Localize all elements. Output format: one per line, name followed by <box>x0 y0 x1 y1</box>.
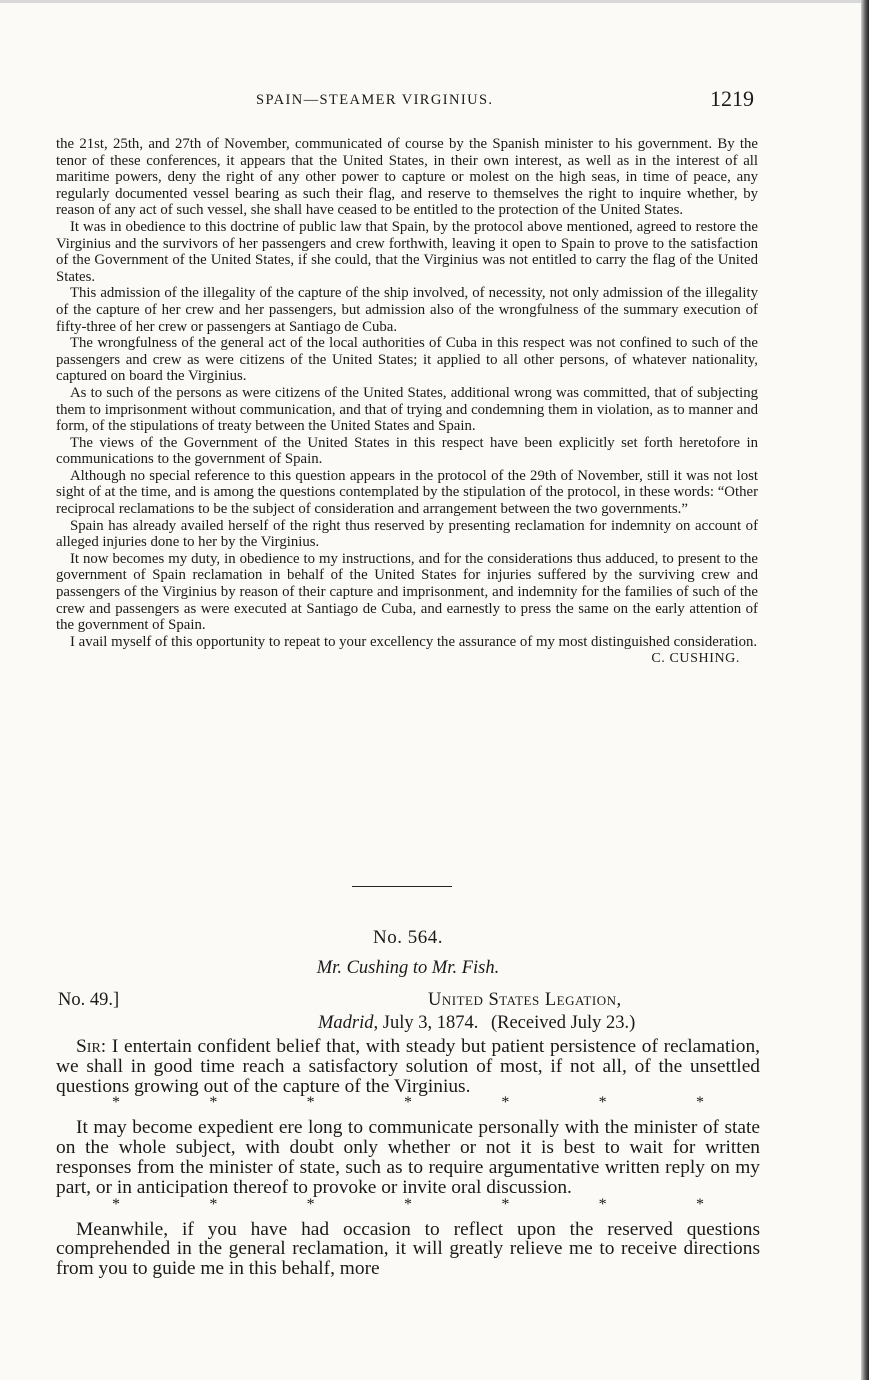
asterisk: * <box>501 1195 510 1213</box>
paragraph: It was in obedience to this doctrine of public law that Spain, by the protocol above mentioned, agreed to restore the Virginius and the survivors of her passengers and crew forthwith, leaving it open to Spain to prove to the satisfaction of the Government of the United States, if she could, that the Virginius was not entitled to carry the flag of the United States. <box>56 218 758 285</box>
asterisk: * <box>112 1195 120 1213</box>
page-number: 1219 <box>710 86 754 111</box>
paragraph: the 21st, 25th, and 27th of November, communicated of course by the Spanish minister to his government. By the tenor of these conferences, it appears that the United States, in their own interest, as well as in the interest of all maritime powers, deny the right of any other power to capture or molest on the high seas, in time of peace, any regularly documented vessel bearing as such their flag, and reserve to themselves the right to inquire whether, by reason of any act of such vessel, she shall have ceased to be entitled to the protection of the United States. <box>56 136 758 219</box>
previous-letter-body <box>56 136 758 668</box>
paragraph: Meanwhile, if you have had occasion to reflect upon the reserved questions comprehended in the general reclamation, it will greatly relieve me to receive directions from you to guide me in this behalf, more <box>56 1218 760 1280</box>
date: July 3, 1874. <box>382 1013 479 1033</box>
paragraph: I avail myself of this opportunity to repeat to your excellency the assurance of my most distinguished consideration. <box>70 633 758 650</box>
paragraph: Although no special reference to this question appears in the protocol of the 29th of November, still it was not lost sight of at the time, and is among the questions contemplated by the stipulation of the protocol, in these words: “Other reciprocal reclamations to be the subject of consideration and arrangement between the two governments.” <box>56 467 758 518</box>
paragraph: The views of the Government of the United States in this respect have been explicitly set forth heretofore in communications to the government of Spain. <box>56 434 758 468</box>
received-date: (Received July 23.) <box>490 1013 636 1033</box>
legation-heading: United States Legation, <box>428 990 622 1010</box>
signature: C. CUSHING. <box>651 651 740 667</box>
asterisk: * <box>695 1195 704 1213</box>
section-divider <box>352 886 452 887</box>
asterisk: * <box>598 1094 607 1112</box>
place: Madrid, <box>318 1013 379 1033</box>
paragraph: It now becomes my duty, in obedience to my instructions, and for the considerations thus adduced, to present to the government of Spain reclamation in behalf of the United States for injuries suffered by the surviving crew and passengers of the Virginius by reason of their capture and imprisonment, and indemnity for the families of such of the crew and passengers as were executed at Santiago de Cuba, and earnestly to press the same on the early attention of the government of Spain. <box>56 550 758 634</box>
paragraph <box>56 1037 760 1096</box>
asterisk: * <box>403 1195 412 1213</box>
page-top-edge <box>0 0 869 3</box>
ellipsis-row <box>56 1096 760 1118</box>
asterisk: * <box>598 1195 607 1213</box>
paragraph: It may become expedient ere long to communicate personally with the minister of state on the whole subject, with doubt only whether or not it is best to wait for written responses from the minister of state, such as to require argumentative written reply on my part, or in anticipation thereof to provoke or invite oral discussion. <box>56 1117 760 1198</box>
asterisk: * <box>209 1195 218 1213</box>
asterisk: * <box>306 1094 315 1112</box>
paragraph: This admission of the illegality of the capture of the ship involved, of necessity, not only admission of the illegality of the capture of her crew and her passengers, but admission also of the wrongfulness of the summary execution of fifty-three of her crew or passengers at Santiago de Cuba. <box>56 285 758 335</box>
ellipsis-row <box>56 1195 760 1220</box>
paragraph: Spain has already availed herself of the right thus reserved by presenting reclamation for indemnity on account of alleged injuries done to her by the Virginius. <box>56 517 758 551</box>
paragraph-text: I entertain confident belief that, with steady but patient persistence of reclamation, we shall in good time reach a satisfactory solution of most, if not all, of the unsettled questions growing out of the capture of the Virginius. <box>56 1036 760 1097</box>
paragraph: As to such of the persons as were citizens of the United States, additional wrong was committed, that of subjecting them to imprisonment without communication, and that of trying and condemning them in violation, as to manner and form, of the stipulations of treaty between the United States and Spain. <box>56 384 758 435</box>
asterisk: * <box>403 1094 412 1112</box>
place-and-date <box>318 1013 738 1034</box>
page-header <box>56 88 760 118</box>
salutation: Sir: <box>76 1036 107 1057</box>
document-number: No. 564. <box>373 927 443 948</box>
letter-body <box>56 1037 760 1279</box>
asterisk: * <box>501 1094 510 1112</box>
asterisk: * <box>695 1094 704 1112</box>
page-binding-edge <box>861 0 869 1380</box>
running-head: SPAIN—STEAMER VIRGINIUS. <box>256 92 494 108</box>
asterisk: * <box>209 1094 218 1112</box>
asterisk: * <box>112 1094 120 1112</box>
dispatch-number: No. 49.] <box>58 990 120 1010</box>
document-title: Mr. Cushing to Mr. Fish. <box>316 958 500 978</box>
paragraph: The wrongfulness of the general act of the local authorities of Cuba in this respect was not confined to such of the passengers and crew as were citizens of the United States; it applied to all other persons, of whatever nationality, captured on board the Virginius. <box>56 335 758 385</box>
asterisk: * <box>306 1195 315 1213</box>
